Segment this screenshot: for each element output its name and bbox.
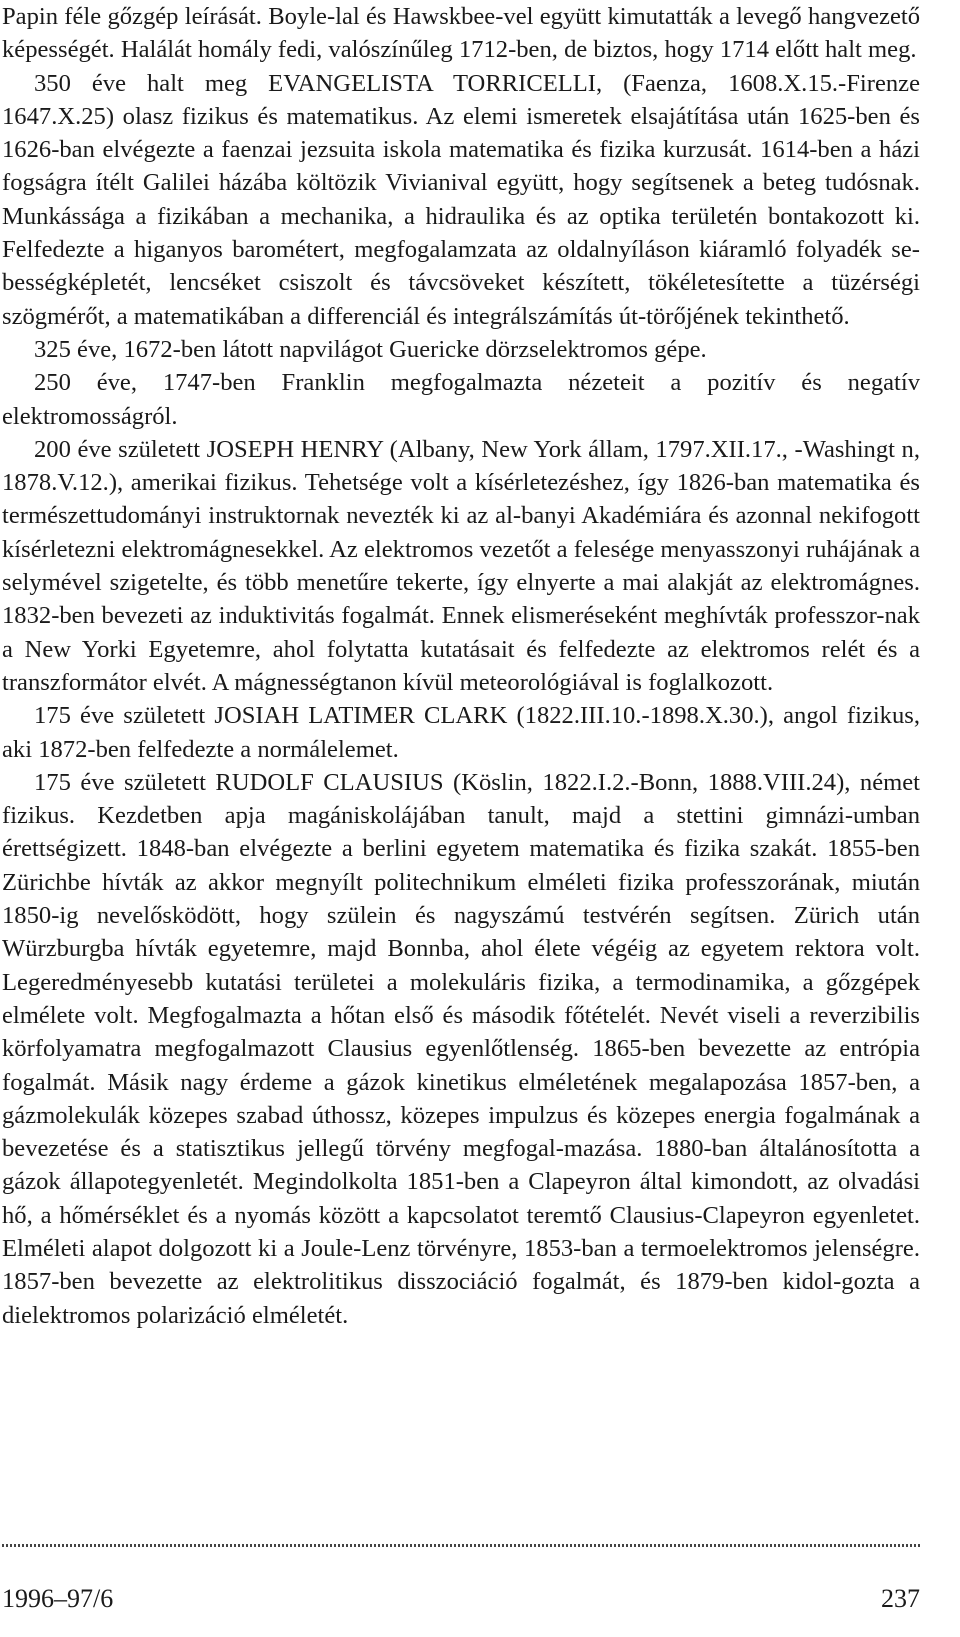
paragraph-clark: 175 éve született JOSIAH LATIMER CLARK (1822.III.10.-1898.X.30.), angol fizikus, aki 1872-ben felfedezte a normálelemet. [2, 702, 920, 763]
paragraph-guericke: 325 éve, 1672-ben látott napvilágot Guericke dörzselektromos gépe. [34, 335, 707, 363]
paragraph-henry: 200 éve született JOSEPH HENRY (Albany, New York állam, 1797.XII.17., -Washingt n, 1878.V.12.), amerikai fizikus. Tehetsége volt a kísérletezéshez, így 1826-ban matematika és természettudományi instruktornak nevezték ki az al-banyi Akadémiára és azonnal nekifogott kísérletezni elektromágnesekkel. Az elektromos vezetőt a felesége menyasszonyi ruhájának a selymével szigetelte, és több menetűre tekerte, így elnyerte a mai alakját az elektromágnes. 1832-ben bevezeti az induktivitás fogalmát. Ennek elismeréseként meghívták professzor-nak a New Yorki Egyetemre, ahol folytatta kutatásait és felfedezte az elektromos relét és a transzformátor elvét. A mágnességtanon kívül meteorológiával is foglalkozott. [2, 435, 920, 696]
paragraph-franklin: 250 éve, 1747-ben Franklin megfogalmazta nézeteit a pozitív és negatív elektromosságról. [2, 369, 920, 430]
issue-number: 1996–97/6 [2, 1584, 114, 1613]
footer-divider [2, 1544, 920, 1547]
page-number: 237 [881, 1584, 920, 1613]
paragraph-torricelli: 350 éve halt meg EVANGELISTA TORRICELLI, (Faenza, 1608.X.15.-Firenze 1647.X.25) olasz fizikus és matematikus. Az elemi ismeretek elsajátítása után 1625-ben és 1626-ban elvégezte a faenzai jezsuita iskola matematika és fizika kurzusát. 1614-ben a házi fogságra ítélt Galilei házába költözik Vivianival együtt, hogy segítsenek a beteg tudósnak. Munkássága a fizikában a mechanika, a hidraulika és az optika területén bontakozott ki. Felfedezte a higanyos barométert, megfogalamzata az oldalnyíláson kiáramló folyadék se-bességképletét, lencséket csiszolt és távcsöveket készített, tökéletesítette a tüzérségi szögmérőt, a matematikában a differenciál és integrálszámítás út-törőjének tekinthető. [2, 69, 920, 330]
paragraph-clausius: 175 éve született RUDOLF CLAUSIUS (Köslin, 1822.I.2.-Bonn, 1888.VIII.24), német fizikus. Kezdetben apja magániskolájában tanult, majd a stettini gimnázi-umban érettségizett. 1848-ban elvégezte a berlini egyetem matematika és fizika szakát. 1855-ben Zürichbe hívták az akkor megnyílt politechnikum elméleti fizika professzorának, miután 1850-ig nevelősködött, hogy szülein és nagyszámú testvérén segítsen. Zürich után Würzburgba hívták egyetemre, majd Bonnba, ahol élete végéig az egyetem rektora volt. Legeredményesebb kutatási területei a molekuláris fizika, a termodinamika, a gőzgépek elmélete volt. Megfogalmazta a hőtan első és második főtételét. Nevét viseli a reverzibilis körfolyamatra megfogalmazott Clausius egyenlőtlenség. 1865-ben bevezette az entrópia fogalmát. Másik nagy érdeme a gázok kinetikus elméletének megalapozása 1857-ben, a gázmolekulák közepes szabad úthossz, közepes impulzus és közepes energia fogalmának a bevezetése és a statisztikus jellegű törvény megfogal-mazása. 1880-ban általánosította a gázok állapotegyenletét. Megindolkolta 1851-ben a Clapeyron által kimondott, az olvadási hő, a hőmérséklet és a nyomás között a kapcsolatot teremtő Clausius-Clapeyron egyenletet. Elméleti alapot dolgozott ki a Joule-Lenz törvényre, 1853-ban a termoelektromos jelenségre. 1857-ben bevezette az elektrolitikus disszociáció fogalmát, és 1879-ben kidol-gozta a dielektromos polarizáció elméletét. [2, 768, 920, 1329]
article-body [2, 0, 920, 1332]
paragraph-papin: Papin féle gőzgép leírását. Boyle-lal és Hawskbee-vel együtt kimutatták a levegő hangvezető képességét. Halálát homály fedi, valószínűleg 1712-ben, de biztos, hogy 1714 előtt halt meg. [2, 3, 920, 64]
